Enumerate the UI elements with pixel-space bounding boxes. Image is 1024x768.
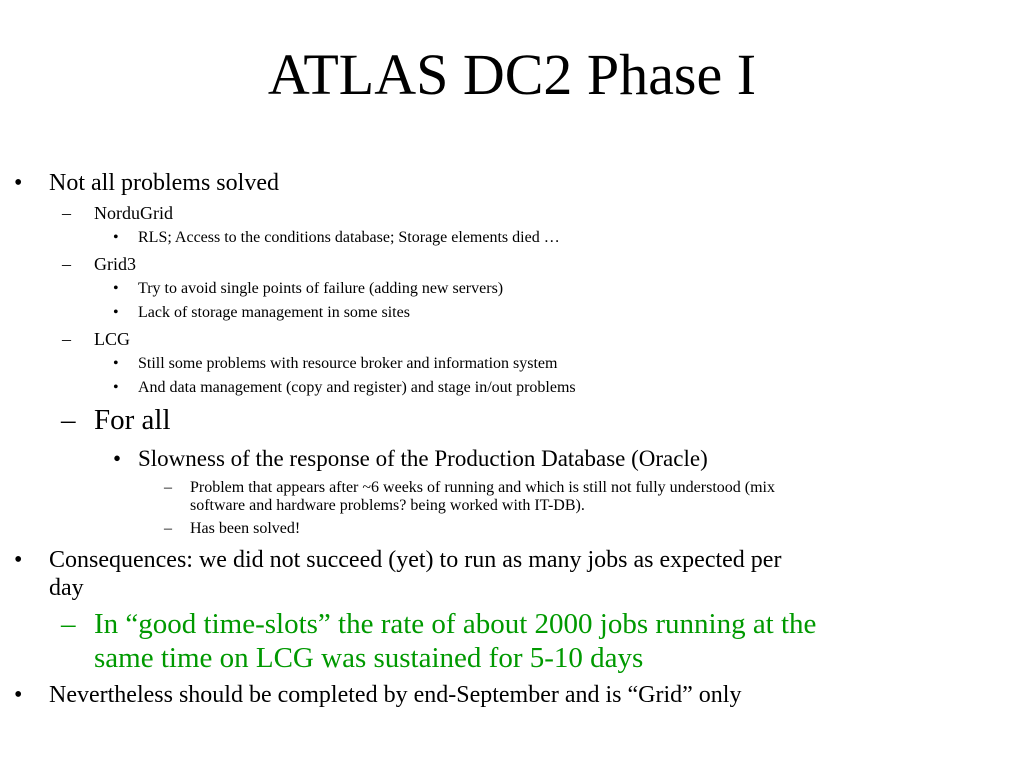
bullet-marker: • [113, 446, 122, 471]
item-for-all-slowness: Slowness of the response of the Production Database (Oracle) [138, 446, 708, 471]
bullet-marker: • [14, 547, 23, 573]
item-grid3-single-points: Try to avoid single points of failure (adding new servers) [138, 280, 504, 297]
bullet-marker: • [14, 170, 23, 196]
bullet-marker: • [113, 379, 119, 396]
dash-marker: – [61, 404, 76, 436]
item-nordugrid-rls: RLS; Access to the conditions database; Storage elements died … [138, 229, 560, 246]
item-lcg-data-management: And data management (copy and register) and stage in/out problems [138, 379, 576, 396]
item-grid3-storage: Lack of storage management in some sites [138, 304, 410, 321]
item-for-all-problem-line2: software and hardware problems? being worked with IT-DB). [190, 497, 585, 514]
bullet-consequences-line2: day [49, 575, 84, 601]
bullet-not-all-problems: Not all problems solved [49, 170, 279, 196]
bullet-marker: • [113, 280, 119, 297]
subbullet-good-time-slots-line1: In “good time-slots” the rate of about 2000 jobs running at the [94, 608, 817, 640]
item-lcg-broker: Still some problems with resource broker and information system [138, 355, 558, 372]
bullet-marker: • [113, 304, 119, 321]
bullet-marker: • [113, 229, 119, 246]
dash-marker: – [62, 329, 71, 349]
dash-marker: – [164, 479, 172, 496]
bullet-nevertheless: Nevertheless should be completed by end-September and is “Grid” only [49, 682, 742, 708]
subbullet-for-all: For all [94, 404, 171, 436]
dash-marker: – [164, 520, 172, 537]
subbullet-grid3: Grid3 [94, 254, 136, 274]
bullet-consequences-line1: Consequences: we did not succeed (yet) to run as many jobs as expected per [49, 547, 782, 573]
item-for-all-problem-line1: Problem that appears after ~6 weeks of running and which is still not fully understood (mix [190, 479, 775, 496]
subbullet-lcg: LCG [94, 329, 130, 349]
dash-marker: – [62, 254, 71, 274]
subbullet-good-time-slots-line2: same time on LCG was sustained for 5-10 days [94, 642, 644, 674]
dash-marker: – [62, 203, 71, 223]
bullet-marker: • [14, 682, 23, 708]
slide-title: ATLAS DC2 Phase I [267, 42, 757, 107]
dash-marker: – [61, 608, 76, 640]
bullet-marker: • [113, 355, 119, 372]
item-for-all-solved: Has been solved! [190, 520, 301, 537]
subbullet-nordugrid: NorduGrid [94, 203, 173, 223]
